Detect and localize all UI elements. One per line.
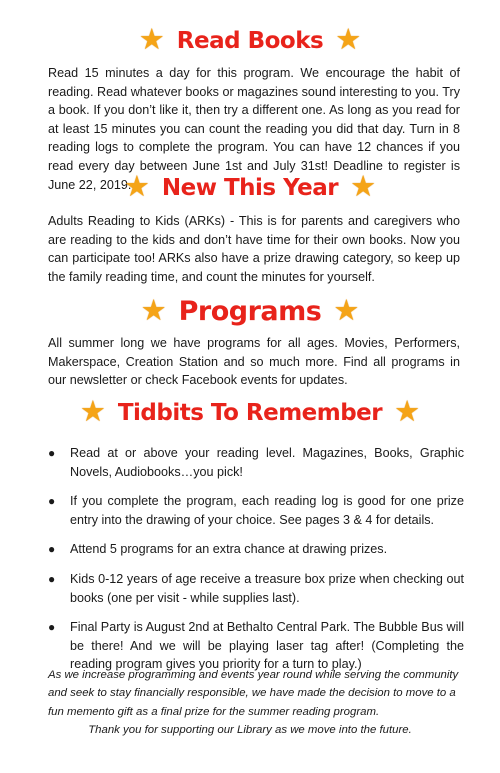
tidbit-text: Read at or above your reading level. Magazines, Books, Graphic Novels, Audiobooks…you pick!	[70, 446, 464, 479]
heading-new-this-year	[0, 173, 500, 202]
closing-note: As we increase programming and events year round while serving the community and seek to stay financially responsible, we have made the decision to move to a fun memento gift as a final prize for the summer reading program.	[48, 669, 459, 718]
heading-tidbits-text: Tidbits To Remember	[117, 399, 383, 426]
new-this-year-body: Adults Reading to Kids (ARKs) - This is for parents and caregivers who are reading to the kids and don’t have time for their own books. Now you can participate too! ARKs also have a prize drawing category, so keep up the family reading time, and count the minutes for yourself.	[48, 214, 460, 284]
bullet-icon: ●	[48, 620, 56, 635]
tidbit-text: Kids 0-12 years of age receive a treasure box prize when checking out books (one per visit - while supplies last).	[70, 571, 464, 605]
star-icon: ★	[138, 24, 165, 56]
star-icon: ★	[79, 396, 106, 428]
bullet-icon: ●	[48, 542, 56, 557]
star-icon: ★	[394, 396, 421, 428]
star-icon: ★	[140, 295, 167, 327]
read-books-body: Read 15 minutes a day for this program. We encourage the habit of reading. Read whatever books or magazines sound interesting to you. Try a book. If you don’t like it, then try a different one. As long as you read for at least 15 minutes you can count the reading you did that day. Turn in 8 reading logs to complete the program. You can have 12 chances if you read every day between June 1st and July 31st! Deadline to register is June 22, 2019.	[48, 66, 460, 192]
heading-programs	[0, 296, 500, 327]
bullet-icon: ●	[48, 571, 56, 586]
bullet-icon: ●	[48, 446, 56, 460]
programs-body: All summer long we have programs for all ages. Movies, Performers, Makerspace, Creation Station and so much more. Find all programs in our newsletter or check Facebook events for updates.	[48, 336, 460, 388]
tidbits-list	[48, 444, 464, 674]
star-icon: ★	[335, 24, 362, 56]
star-icon: ★	[123, 171, 150, 203]
list-item	[48, 570, 464, 607]
star-icon: ★	[333, 295, 360, 327]
thanks-line: Thank you for supporting our Library as we move into the future.	[88, 724, 412, 736]
list-item	[48, 444, 464, 481]
tidbit-text: Attend 5 programs for an extra chance at drawing prizes.	[70, 542, 388, 557]
tidbit-text: If you complete the program, each reading log is good for one prize entry into the drawing of your choice. See pages 3 & 4 for details.	[70, 494, 464, 527]
star-icon: ★	[350, 171, 377, 203]
list-item	[48, 492, 464, 529]
tidbit-text: Final Party is August 2nd at Bethalto Central Park. The Bubble Bus will be there! And we will be playing laser tag after! (Completing the reading program gives you priority for a turn to play.)	[70, 620, 464, 672]
heading-new-this-year-text: New This Year	[161, 174, 339, 201]
heading-read-books-text: Read Books	[176, 27, 324, 54]
heading-tidbits	[0, 398, 500, 427]
heading-read-books	[0, 26, 500, 55]
list-item	[48, 540, 464, 559]
bullet-icon: ●	[48, 494, 56, 509]
heading-programs-text: Programs	[178, 296, 322, 327]
